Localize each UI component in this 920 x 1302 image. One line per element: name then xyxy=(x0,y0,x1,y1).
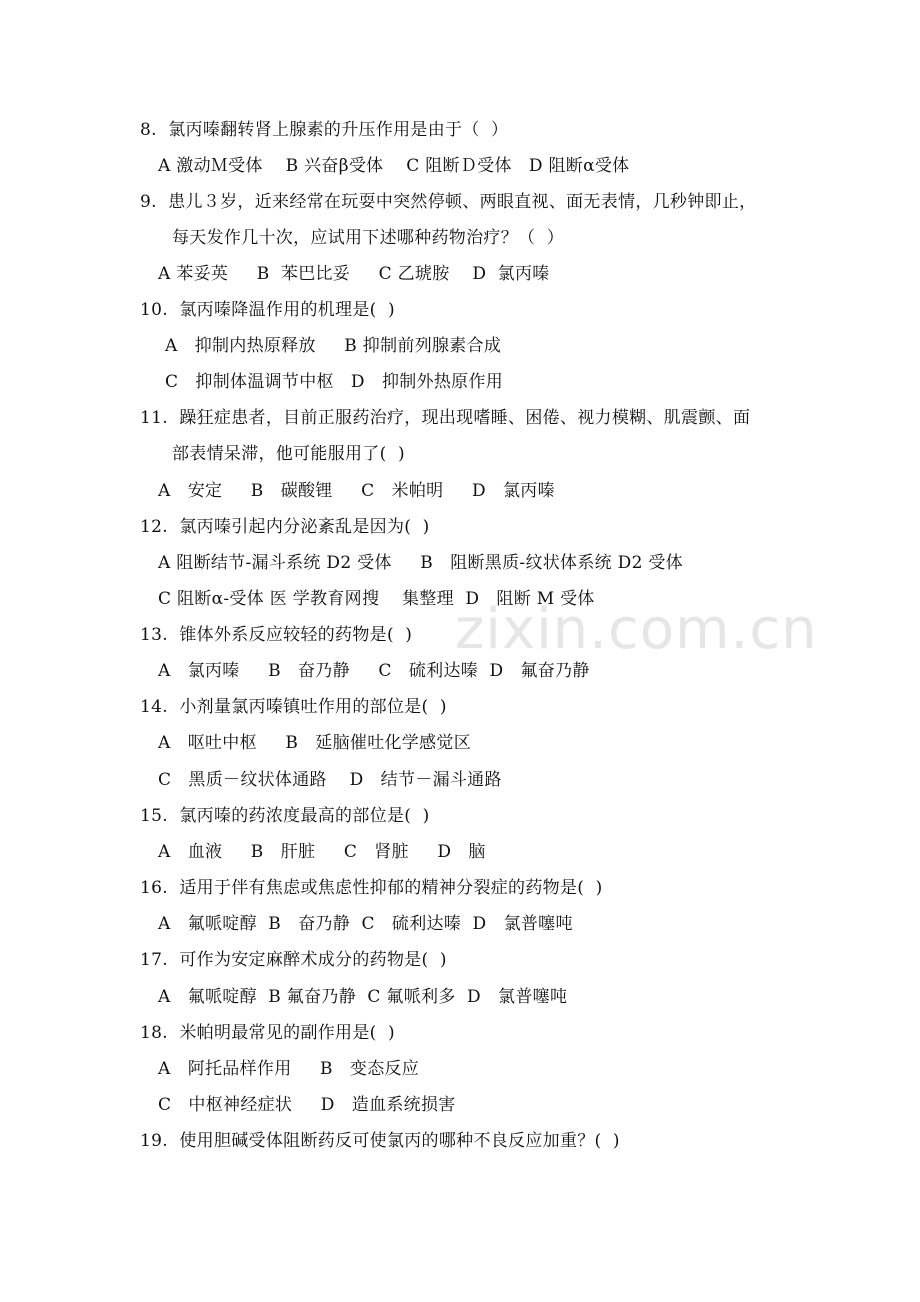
question-10-options-cd: C 抑制体温调节中枢 D 抑制外热原作用 xyxy=(165,372,504,392)
question-16: 16. 适用于伴有焦虑或焦虑性抑郁的精神分裂症的药物是( ) xyxy=(140,878,603,898)
question-10-options-ab: A 抑制内热原释放 B 抑制前列腺素合成 xyxy=(165,336,502,356)
question-8-options: A 激动Ｍ受体 B 兴奋β受体 C 阻断Ｄ受体 D 阻断α受体 xyxy=(158,156,630,176)
question-11-continued: 部表情呆滞，他可能服用了( ) xyxy=(172,444,405,464)
question-14-options-ab: A 呕吐中枢 B 延脑催吐化学感觉区 xyxy=(158,733,472,753)
question-9-continued: 每天发作几十次，应试用下述哪种药物治疗？（ ） xyxy=(172,228,565,248)
question-19: 19. 使用胆碱受体阻断药反可使氯丙的哪种不良反应加重？( ) xyxy=(140,1131,620,1151)
question-18-options-ab: A 阿托品样作用 B 变态反应 xyxy=(158,1059,420,1079)
question-12-options-ab: A 阻断结节-漏斗系统 D2 受体 B 阻断黑质-纹状体系统 D2 受体 xyxy=(158,553,683,573)
question-10: 10. 氯丙嗪降温作用的机理是( ) xyxy=(140,300,395,320)
question-14-options-cd: C 黑质－纹状体通路 D 结节－漏斗通路 xyxy=(158,770,502,790)
question-14: 14. 小剂量氯丙嗪镇吐作用的部位是( ) xyxy=(140,697,447,717)
question-17: 17. 可作为安定麻醉术成分的药物是( ) xyxy=(140,950,447,970)
question-18-options-cd: C 中枢神经症状 D 造血系统损害 xyxy=(158,1095,456,1115)
question-18: 18. 米帕明最常见的副作用是( ) xyxy=(140,1023,395,1043)
watermark-text: zixin.com.cn xyxy=(455,597,818,662)
question-15-options: A 血液 B 肝脏 C 肾脏 D 脑 xyxy=(158,842,486,862)
question-8: 8. 氯丙嗪翻转肾上腺素的升压作用是由于（ ） xyxy=(140,120,509,140)
question-13-options: A 氯丙嗪 B 奋乃静 C 硫利达嗪 D 氟奋乃静 xyxy=(158,661,590,681)
question-9-options: A 苯妥英 B 苯巴比妥 C 乙琥胺 D 氯丙嗪 xyxy=(158,264,550,284)
question-12: 12. 氯丙嗪引起内分泌紊乱是因为( ) xyxy=(140,517,430,537)
question-9: 9. 患儿３岁，近来经常在玩耍中突然停顿、两眼直视、面无表情，几秒钟即止， xyxy=(140,192,757,212)
question-12-options-cd: C 阻断α-受体 医 学教育网搜 集整理 D 阻断 M 受体 xyxy=(158,589,595,609)
question-16-options: A 氟哌啶醇 B 奋乃静 C 硫利达嗪 D 氯普噻吨 xyxy=(158,914,573,934)
question-13: 13. 锥体外系反应较轻的药物是( ) xyxy=(140,625,413,645)
question-15: 15. 氯丙嗪的药浓度最高的部位是( ) xyxy=(140,806,430,826)
question-11: 11. 躁狂症患者，目前正服药治疗，现出现嗜睡、困倦、视力模糊、肌震颤、面 xyxy=(140,408,751,428)
question-17-options: A 氟哌啶醇 B 氟奋乃静 C 氟哌利多 D 氯普噻吨 xyxy=(158,987,568,1007)
question-11-options: A 安定 B 碳酸锂 C 米帕明 D 氯丙嗪 xyxy=(158,481,555,501)
